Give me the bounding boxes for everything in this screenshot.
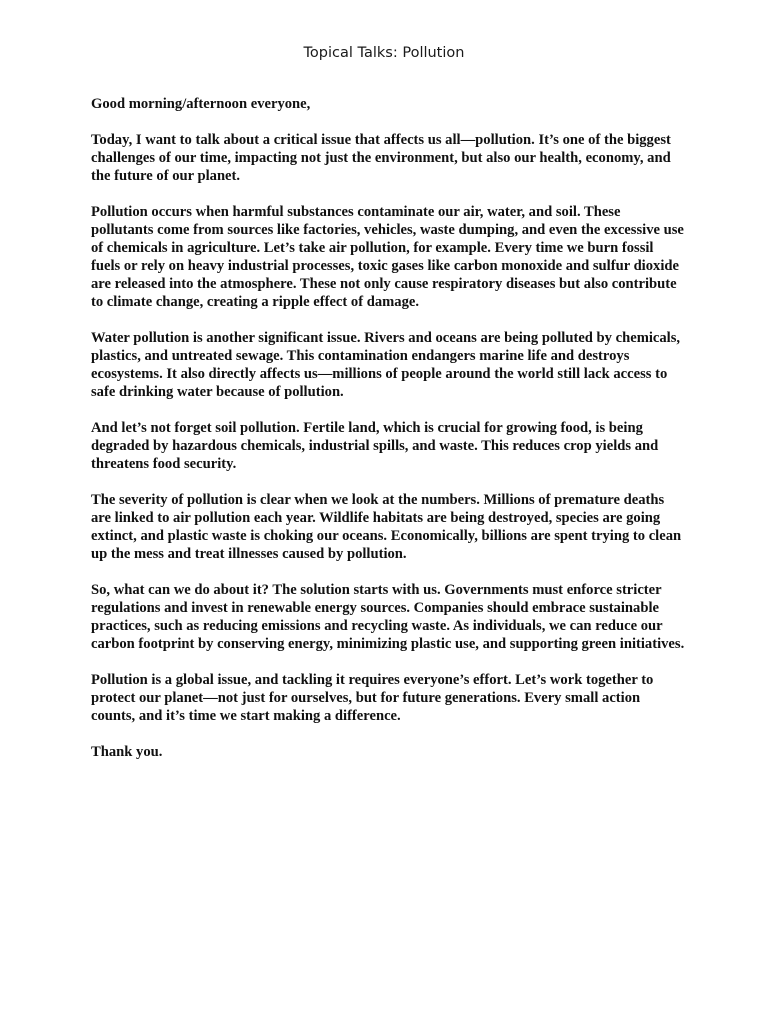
document-title: Topical Talks: Pollution <box>303 45 465 61</box>
closing-paragraph: Thank you. <box>91 744 163 760</box>
water-pollution-paragraph: Water pollution is another significant issue. Rivers and oceans are being polluted by chemicals, plastics, and untreated sewage. This contamination endangers marine life and destroys ecosystems. It also directly affects us—millions of people around the world still lack access to safe drinking water because of pollution. <box>91 330 681 400</box>
conclusion-paragraph: Pollution is a global issue, and tackling it requires everyone’s effort. Let’s work together to protect our planet—not just for ourselves, but for future generations. Every small action counts, and it’s time we start making a difference. <box>91 672 654 724</box>
intro-paragraph: Today, I want to talk about a critical issue that affects us all—pollution. It’s one of the biggest challenges of our time, impacting not just the environment, but also our health, economy, and the future of our planet. <box>91 132 671 184</box>
soil-pollution-paragraph: And let’s not forget soil pollution. Fertile land, which is crucial for growing food, is being degraded by hazardous chemicals, industrial spills, and waste. This reduces crop yields and threatens food security. <box>91 420 659 472</box>
causes-paragraph: Pollution occurs when harmful substances contaminate our air, water, and soil. These pollutants come from sources like factories, vehicles, waste dumping, and even the excessive use of chemicals in agriculture. Let’s take air pollution, for example. Every time we burn fossil fuels or rely on heavy industrial processes, toxic gases like carbon monoxide and sulfur dioxide are released into the atmosphere. These not only cause respiratory diseases but also contribute to climate change, creating a ripple effect of damage. <box>91 204 684 310</box>
greeting-paragraph: Good morning/afternoon everyone, <box>91 96 311 112</box>
document-body <box>91 95 686 779</box>
severity-paragraph: The severity of pollution is clear when we look at the numbers. Millions of premature deaths are linked to air pollution each year. Wildlife habitats are being destroyed, species are going extinct, and plastic waste is choking our oceans. Economically, billions are spent trying to clean up the mess and treat illnesses caused by pollution. <box>91 492 682 562</box>
solutions-paragraph: So, what can we do about it? The solution starts with us. Governments must enforce stricter regulations and invest in renewable energy sources. Companies should embrace sustainable practices, such as reducing emissions and recycling waste. As individuals, we can reduce our carbon footprint by conserving energy, minimizing plastic use, and supporting green initiatives. <box>91 582 685 652</box>
